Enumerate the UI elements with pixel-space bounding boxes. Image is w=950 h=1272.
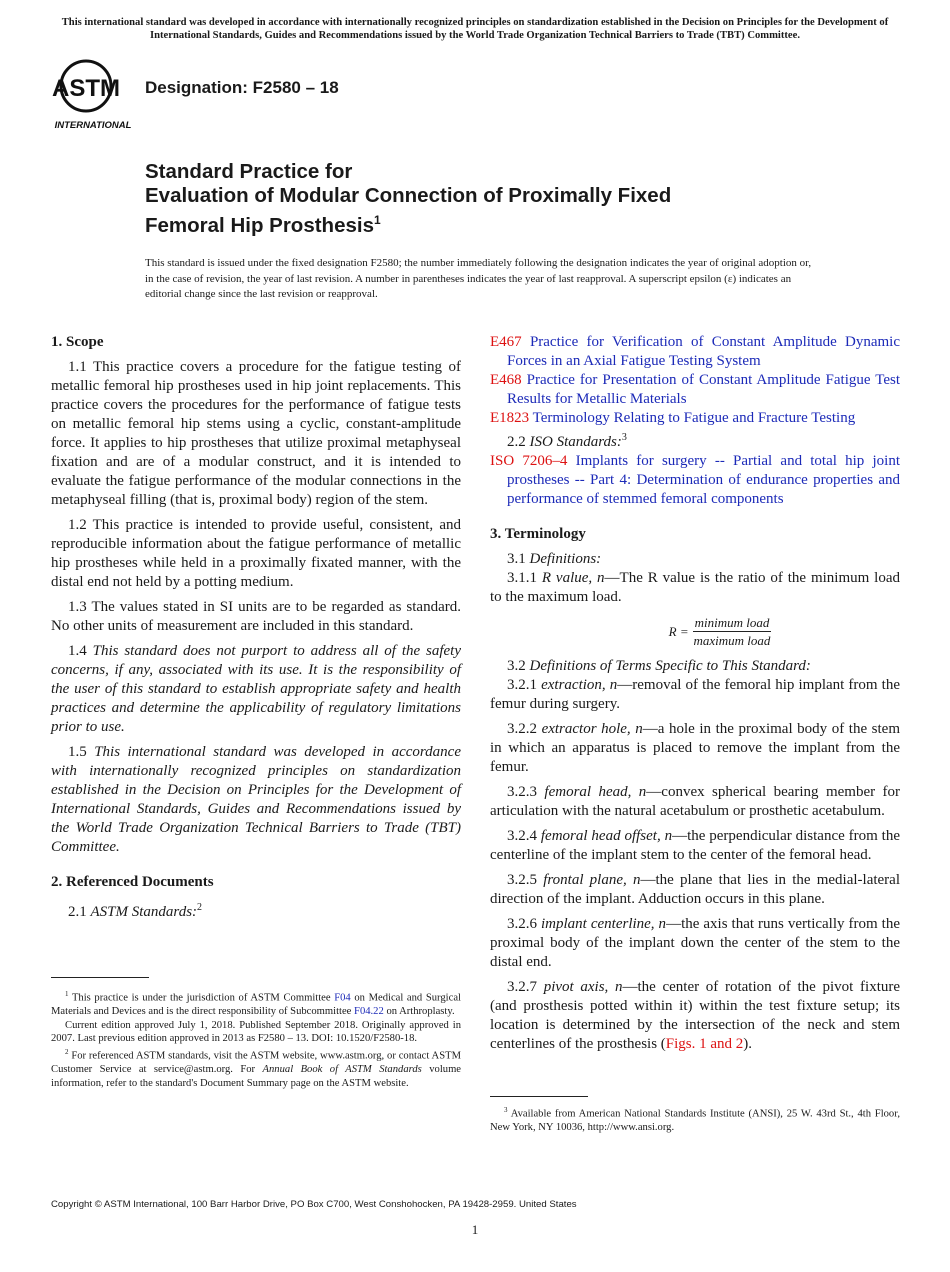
scope-1-2: 1.2 This practice is intended to provide useful, consistent, and reproducible information about the fatigue performance of metallic hip prostheses while held in a proximally fixated manner, with the distal end not held by a potting medium. [51,517,461,590]
scope-1-3: 1.3 The values stated in SI units are to be regarded as standard. No other units of measurement are included in this standard. [51,599,461,634]
footnote-2: $^2$ For referenced ASTM standards, visit the ASTM website, www.astm.org, or contact ASTM Customer Service at service@astm.org. For Annual Book of ASTM Standards volume information, refer to the standard's Document Summary page on the ASTM website. [51,1047,462,1089]
ref-e1823[interactable]: E1823 Terminology Relating to Fatigue and Fracture Testing [490,410,856,426]
term-3-2-5: 3.2.5 frontal plane, n—the plane that lies in the medial-lateral direction of the implant. Adduction occurs in this plane. [490,872,901,907]
footnote-divider-left [51,977,149,978]
section-terminology-heading: 3. Terminology [490,526,586,542]
footnotes-right [490,1104,900,1135]
right-column [490,333,900,1054]
title-line-2: Evaluation of Modular Connection of Proximally Fixed [145,184,672,207]
title-line-1: Standard Practice for [145,160,353,183]
ref-iso-7206-4[interactable]: ISO 7206–4 Implants for surgery -- Partial and total hip joint prostheses -- Part 4: Determination of endurance properties and performance of stemmed femoral components [490,453,900,507]
issue-note: This standard is issued under the fixed designation F2580; the number immediately following the designation indicates the year of original adoption or, in the case of revision, the year of last revision. A number in parentheses indicates the year of last reapproval. A superscript epsilon (ε) indicates an editorial change since the last revision or reapproval. [145,257,812,301]
title-footnote-mark: 1 [373,213,381,227]
term-3-2: 3.2 Definitions of Terms Specific to This Standard: [507,658,811,674]
equation-denominator: maximum load [693,633,771,648]
footnote-1-edition: Current edition approved July 1, 2018. Published September 2018. Originally approved in 2007. Last previous edition approved in 2013 as F2580 – 13. DOI: 10.1520/F2580-18. [51,1019,461,1045]
logo-subtitle: INTERNATIONAL [54,120,132,131]
section-refdocs-heading: 2. Referenced Documents [51,874,214,890]
refdocs-2-1: 2.1 ASTM Standards:$^2$ [68,902,203,920]
page-number: 1 [471,1222,479,1237]
left-column [51,333,461,922]
term-3-2-2: 3.2.2 extractor hole, n—a hole in the proximal body of the stem in which an apparatus is placed to remove the implant from the femur. [490,721,901,775]
term-3-1: 3.1 Definitions: [507,551,602,567]
ref-e468[interactable]: E468 Practice for Presentation of Constant Amplitude Fatigue Test Results for Metallic Materials [490,372,901,407]
scope-1-5: 1.5 This international standard was developed in accordance with internationally recognized principles on standardization established in the Decision on Principles for the Development of International Standards, Guides and Recommendations issued by the World Trade Organization Technical Barriers to Trade (TBT) Committee. [51,744,461,855]
term-3-2-4: 3.2.4 femoral head offset, n—the perpendicular distance from the centerline of the implant stem to the center of the femoral head. [490,828,900,863]
link-figs-1-2[interactable]: Figs. 1 and 2 [665,1036,744,1052]
r-value-equation: R = minimum load maximum load [668,615,771,648]
designation: Designation: F2580 – 18 [145,78,339,97]
term-3-2-1: 3.2.1 extraction, n—removal of the femoral hip implant from the femur during surgery. [490,677,900,712]
copyright-line: Copyright © ASTM International, 100 Barr Harbor Drive, PO Box C700, West Conshohocken, PA 19428-2959. United States [51,1199,577,1210]
term-3-2-3: 3.2.3 femoral head, n—convex spherical bearing member for articulation with the natural acetabulum or prosthetic acetabulum. [490,784,900,819]
astm-logo [50,56,136,132]
section-scope-heading: 1. Scope [51,334,104,350]
scope-1-1: 1.1 This practice covers a procedure for the fatigue testing of metallic femoral hip prostheses used in hip joint replacements. This practice covers the procedures for the performance of fatigue tests on metallic femoral hip stems using a cyclic, constant-amplitude force. It applies to hip prostheses that utilize proximal metaphyseal fixation and are of a modular construct, and it is intended to evaluate the fatigue performance of the modular connections in the metaphyseal filling (that is, proximal body) region of the stem. [51,359,461,508]
footnotes-left [51,988,461,1090]
term-3-2-6: 3.2.6 implant centerline, n—the axis that runs vertically from the proximal body of the implant down the center of the stem to the distal end. [490,916,900,970]
link-f04[interactable]: F04 [334,992,351,1004]
title-line-3: Femoral Hip Prosthesis [145,213,374,237]
top-notice: This international standard was developed in accordance with internationally recognized principles on standardization established in the Decision on Principles for the Development of International Standards, Guides and Recommendations issued by the World Trade Organization Technical Barriers to Trade (TBT) Committee. [61,17,889,41]
ref-e467[interactable]: E467 Practice for Verification of Constant Amplitude Dynamic Forces in an Axial Fatigue Testing System [490,334,900,369]
logo-letters: ASTM [52,75,120,102]
scope-1-4: 1.4 This standard does not purport to address all of the safety concerns, if any, associated with its use. It is the responsibility of the user of this standard to establish appropriate safety and health practices and determine the applicability of regulatory limitations prior to use. [51,643,462,735]
link-f04-22[interactable]: F04.22 [354,1006,384,1018]
document-title [145,160,671,238]
term-3-2-7: 3.2.7 pivot axis, n—the center of rotation of the pivot fixture (and prosthesis potted within it) within the test fixture setup; its location is determined by the intersection of the neck and stem centerlines of the prosthesis (Figs. 1 and 2). [490,979,901,1052]
term-3-1-1: 3.1.1 R value, n—The R value is the ratio of the minimum load to the maximum load. [490,570,901,605]
footnote-3: $^3$ Available from American National Standards Institute (ANSI), 25 W. 43rd St., 4th Floor, New York, NY 10036, http://www.ansi.org. [490,1106,900,1134]
footnote-1: $^1$ This practice is under the jurisdiction of ASTM Committee F04 on Medical and Surgical Materials and Devices and is the direct responsibility of Subcommittee F04.22 on Arthroplasty. [51,990,461,1018]
footnote-divider-right [490,1096,588,1097]
refdocs-2-2: 2.2 ISO Standards:$^3$ [507,432,627,450]
equation-numerator: minimum load [694,615,770,630]
